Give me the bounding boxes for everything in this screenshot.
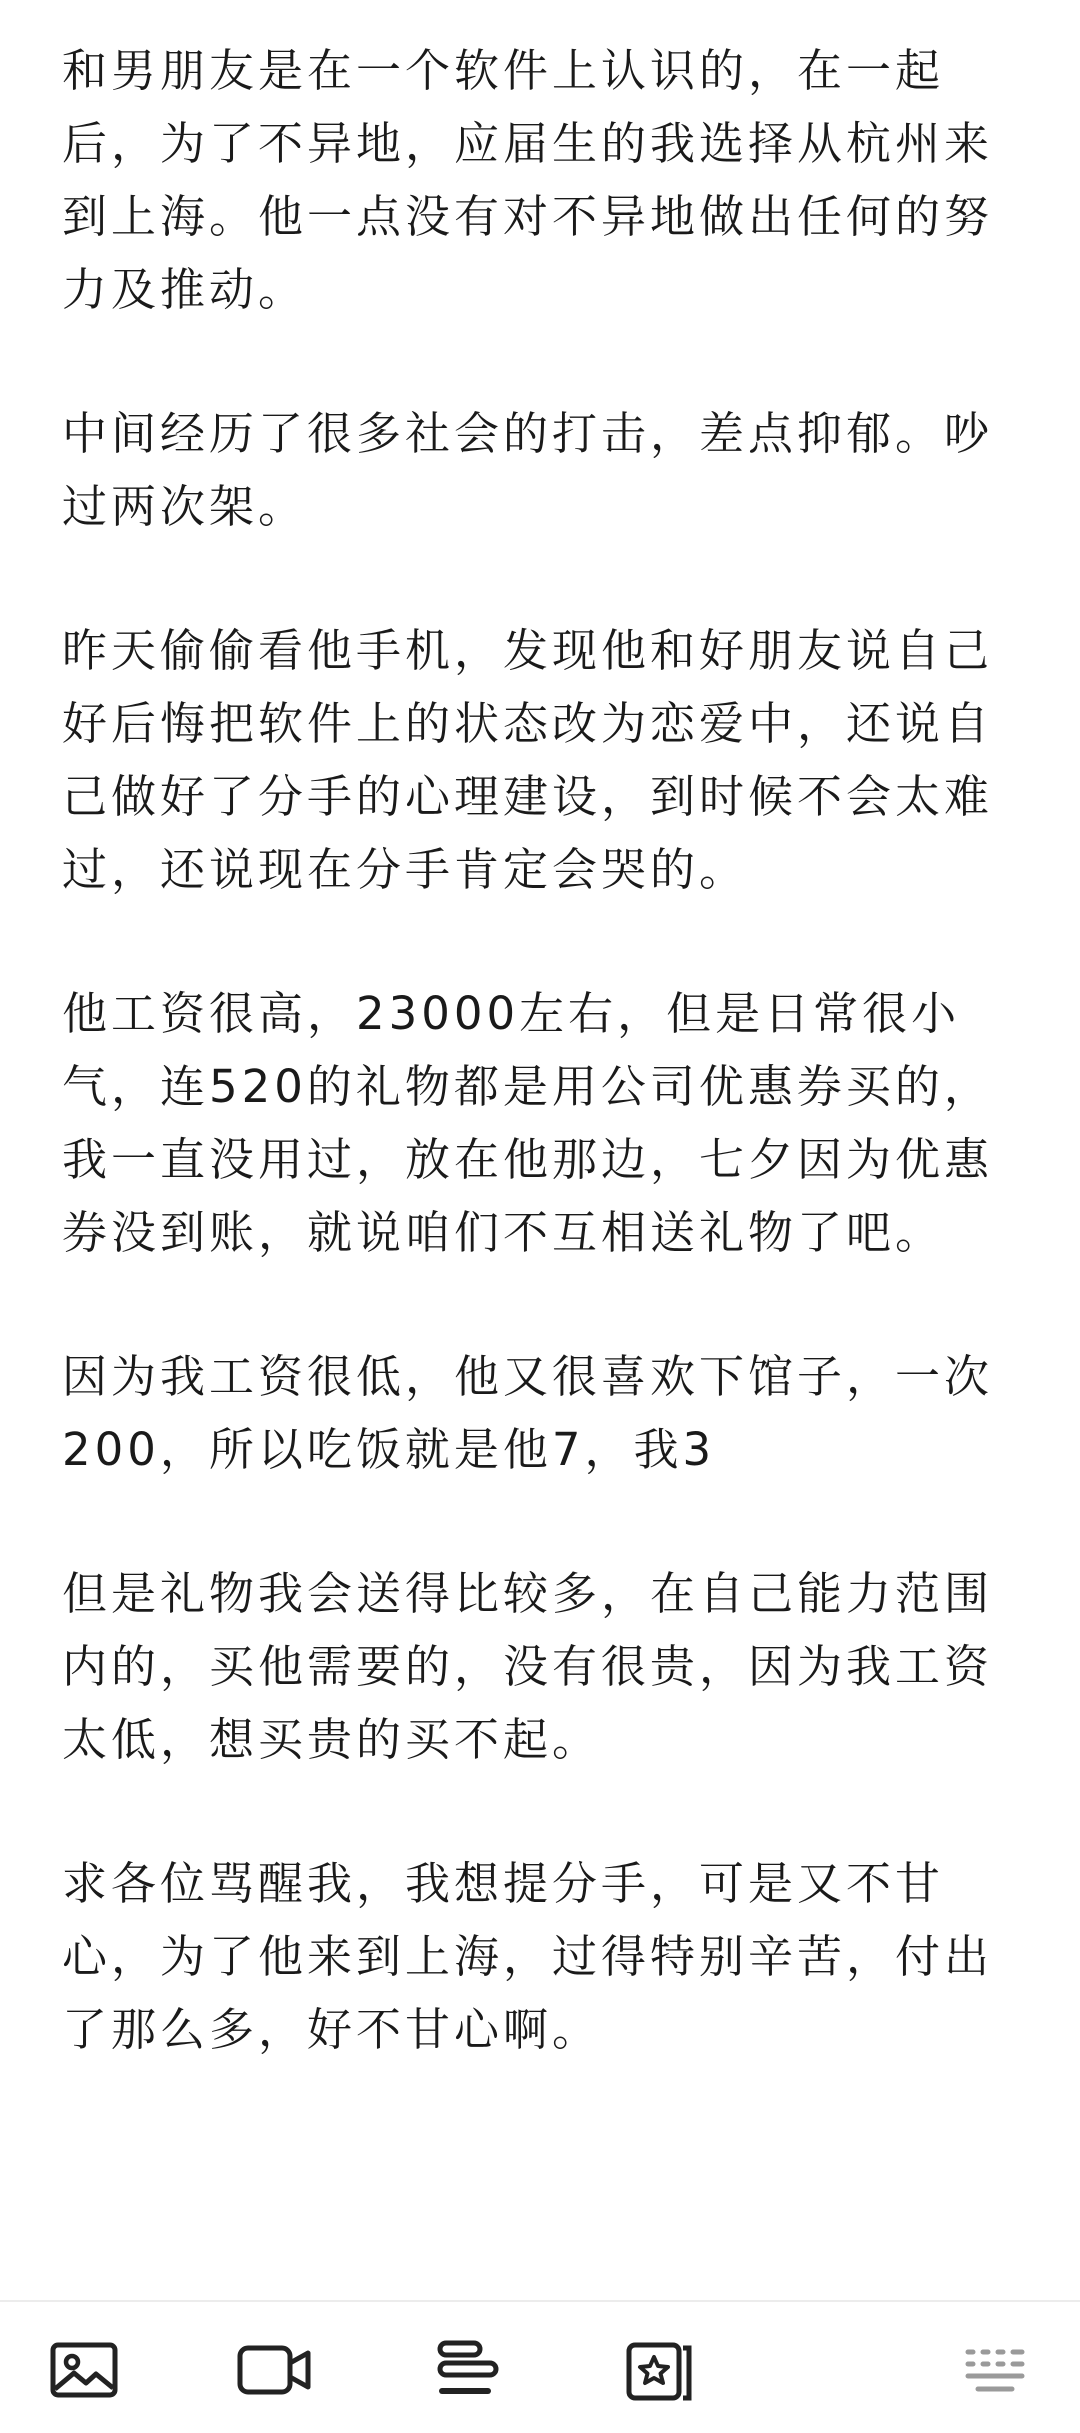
insert-sticker-button[interactable]	[622, 2332, 698, 2408]
paragraph-1: 和男朋友是在一个软件上认识的，在一起后，为了不异地，应届生的我选择从杭州来到上海。他一点没有对不异地做出任何的努力及推动。	[62, 44, 994, 316]
paragraph-4: 他工资很高，23000左右，但是日常很小气，连520的礼物都是用公司优惠券买的，我一直没用过，放在他那边，七夕因为优惠券没到账，就说咱们不互相送礼物了吧。	[62, 987, 994, 1259]
insert-video-button[interactable]	[236, 2332, 312, 2408]
paragraph-7: 求各位骂醒我，我想提分手，可是又不甘心，为了他来到上海，过得特别辛苦，付出了那么多，好不甘心啊。	[62, 1857, 994, 2056]
video-icon	[236, 2342, 312, 2398]
image-icon	[49, 2340, 119, 2400]
keyboard-icon	[964, 2344, 1028, 2396]
paragraph-2: 中间经历了很多社会的打击，差点抑郁。吵过两次架。	[62, 407, 994, 533]
text-format-button[interactable]	[430, 2332, 506, 2408]
star-card-icon	[625, 2338, 695, 2402]
paragraph-6: 但是礼物我会送得比较多，在自己能力范围内的，买他需要的，没有很贵，因为我工资太低，想买贵的买不起。	[62, 1567, 994, 1766]
insert-image-button[interactable]	[46, 2332, 122, 2408]
paragraph-5: 因为我工资很低，他又很喜欢下馆子，一次200，所以吃饭就是他7，我3	[62, 1350, 994, 1476]
paragraph-3: 昨天偷偷看他手机，发现他和好朋友说自己好后悔把软件上的状态改为恋爱中，还说自己做好了分手的心理建设，到时候不会太难过，还说现在分手肯定会哭的。	[62, 624, 994, 896]
align-left-icon	[436, 2339, 500, 2401]
editor-toolbar	[0, 2300, 1080, 2433]
keyboard-toggle-button[interactable]	[958, 2332, 1034, 2408]
